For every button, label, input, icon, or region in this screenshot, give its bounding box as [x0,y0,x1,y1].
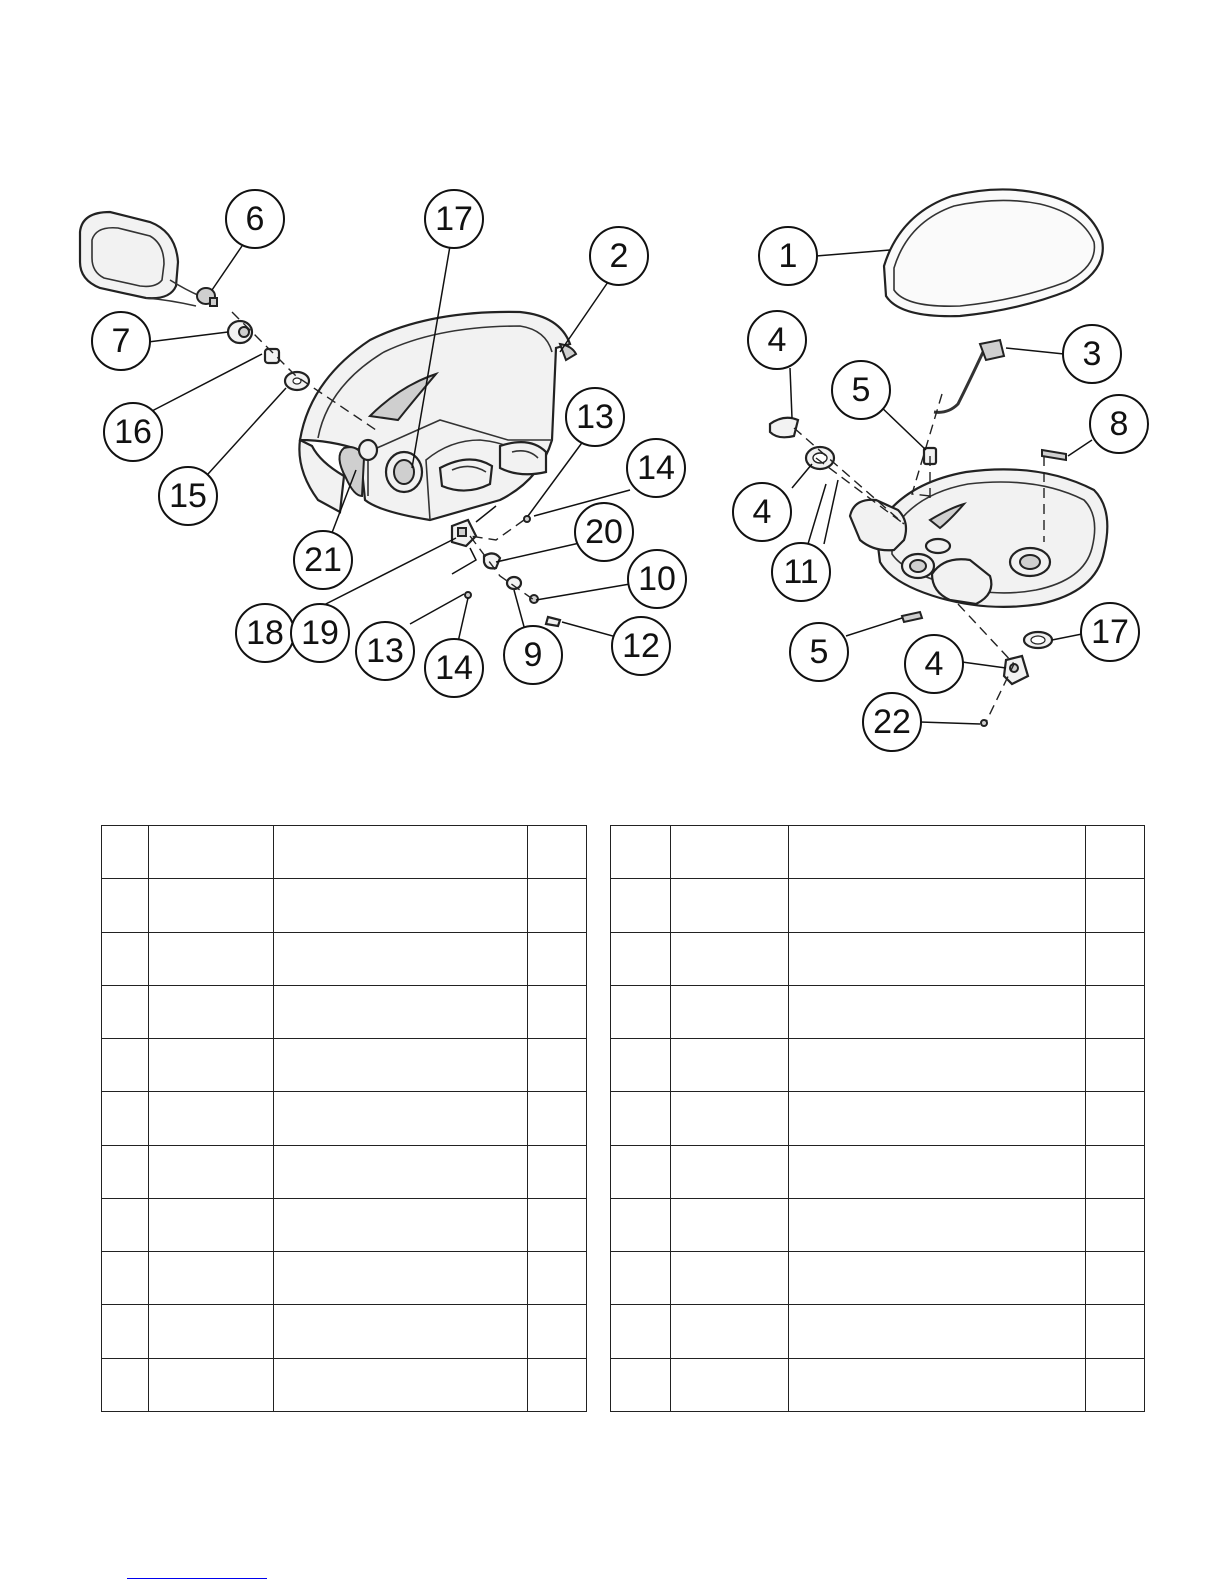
table-cell [1086,879,1145,932]
callout-21 [294,531,352,589]
table-row [102,1358,587,1411]
table-cell [611,1092,671,1145]
table-cell [528,1039,587,1092]
table-cell [788,932,1085,985]
callout-label: 19 [301,614,339,652]
table-row [102,1252,587,1305]
callout-label: 17 [1091,613,1129,651]
table-cell [273,1092,527,1145]
callout-label: 2 [609,237,629,275]
table-cell [611,1145,671,1198]
table-cell [528,985,587,1038]
table-row [102,879,587,932]
table-row [102,1305,587,1358]
table-cell [102,1092,149,1145]
callout-label: 15 [169,477,207,515]
callout-14 [627,439,685,497]
table-cell [148,1305,273,1358]
table-cell [148,1039,273,1092]
table-cell [788,1092,1085,1145]
callout-17 [425,190,483,248]
table-cell [611,879,671,932]
callout-20 [575,503,633,561]
table-cell [102,1252,149,1305]
callout-16 [104,403,162,461]
callout-label: 14 [435,649,473,687]
callout-13b [356,622,414,680]
callout-label: 11 [783,553,819,591]
callout-label: 7 [111,322,131,360]
callout-label: 18 [246,614,284,652]
callout-9 [504,626,562,684]
cover-gasket-part [884,189,1103,316]
table-row [102,932,587,985]
parts-table-left [101,825,587,1412]
table-row [611,1198,1145,1251]
table-cell [102,1198,149,1251]
table-row [611,1039,1145,1092]
table-cell [670,826,788,879]
table-cell [611,1252,671,1305]
table-cell [1086,985,1145,1038]
table-cell [1086,1252,1145,1305]
left-exploded-view [80,190,686,697]
table-cell [788,1305,1085,1358]
table-cell [148,1198,273,1251]
table-cell [273,1145,527,1198]
callout-22 [863,693,921,751]
table-row [611,1092,1145,1145]
callout-label: 4 [767,321,787,359]
table-cell [788,1252,1085,1305]
table-cell [670,1358,788,1411]
table-cell [1086,1092,1145,1145]
callout-4b [733,483,791,541]
callout-14b [425,639,483,697]
table-cell [611,826,671,879]
table-cell [528,879,587,932]
callout-10 [628,550,686,608]
table-cell [528,1198,587,1251]
table-cell [670,1145,788,1198]
table-cell [528,1092,587,1145]
callout-11 [772,543,830,601]
table-cell [788,826,1085,879]
table-cell [148,985,273,1038]
hose-part [934,340,1004,412]
table-cell [528,1305,587,1358]
callout-label: 13 [366,632,404,670]
table-cell [273,879,527,932]
footer-link[interactable] [127,1578,267,1579]
callout-label: 5 [851,371,871,409]
table-cell [670,932,788,985]
table-row [102,1145,587,1198]
table-cell [148,932,273,985]
table-cell [102,826,149,879]
table-cell [102,879,149,932]
callout-6 [226,190,284,248]
callout-label: 16 [114,413,152,451]
table-cell [148,1358,273,1411]
table-cell [528,1358,587,1411]
callout-label: 13 [576,398,614,436]
callout-18 [236,604,294,662]
main-basin-body [299,312,576,520]
table-cell [611,932,671,985]
table-cell [1086,932,1145,985]
table-cell [670,1252,788,1305]
table-cell [1086,1198,1145,1251]
table-cell [273,826,527,879]
table-row [611,879,1145,932]
table-cell [273,932,527,985]
table-cell [528,932,587,985]
table-cell [102,1305,149,1358]
table-cell [1086,826,1145,879]
callout-label: 12 [622,627,660,665]
table-cell [148,1092,273,1145]
callout-label: 21 [304,541,342,579]
assembled-basin [850,469,1107,607]
table-cell [148,1145,273,1198]
table-cell [611,985,671,1038]
table-cell [1086,1039,1145,1092]
table-cell [788,985,1085,1038]
callout-label: 4 [924,645,944,683]
callout-label: 20 [585,513,623,551]
table-cell [670,1198,788,1251]
table-cell [611,1039,671,1092]
table-row [611,932,1145,985]
callout-label: 22 [873,703,911,741]
callout-15 [159,467,217,525]
callout-19 [291,604,349,662]
table-cell [611,1198,671,1251]
table-row [102,1039,587,1092]
table-row [611,1358,1145,1411]
table-cell [1086,1145,1145,1198]
table-cell [148,1252,273,1305]
table-cell [670,1092,788,1145]
table-cell [273,1358,527,1411]
table-row [102,1092,587,1145]
table-row [102,985,587,1038]
table-cell [102,1039,149,1092]
table-cell [788,1039,1085,1092]
callout-label: 14 [637,449,675,487]
callout-label: 9 [523,636,543,674]
callout-label: 17 [435,200,473,238]
callout-17r [1081,603,1139,661]
callout-label: 1 [778,237,798,275]
table-row [102,1198,587,1251]
table-cell [670,1039,788,1092]
table-cell [102,932,149,985]
right-exploded-view [733,189,1148,751]
table-row [611,1252,1145,1305]
table-cell [1086,1358,1145,1411]
callout-1 [759,227,817,285]
callout-3 [1063,325,1121,383]
table-row [611,1145,1145,1198]
callout-label: 5 [809,633,829,671]
table-cell [102,1358,149,1411]
table-cell [102,1145,149,1198]
table-cell [528,826,587,879]
table-cell [788,1358,1085,1411]
table-cell [788,879,1085,932]
table-row [611,985,1145,1038]
callout-5a [832,361,890,419]
table-cell [273,1252,527,1305]
table-cell [788,1145,1085,1198]
callout-4c [905,635,963,693]
callout-8 [1090,395,1148,453]
callout-4a [748,311,806,369]
table-cell [611,1358,671,1411]
handle-pad-part [80,212,217,306]
callout-label: 8 [1109,405,1129,443]
callout-5b [790,623,848,681]
table-cell [273,1039,527,1092]
callout-12 [612,617,670,675]
table-row [102,826,587,879]
callout-label: 10 [638,560,676,598]
table-row [611,1305,1145,1358]
table-cell [788,1198,1085,1251]
table-cell [528,1252,587,1305]
table-cell [102,985,149,1038]
table-cell [670,879,788,932]
callout-2 [590,227,648,285]
table-cell [670,985,788,1038]
callout-7 [92,312,150,370]
table-cell [273,1198,527,1251]
table-cell [148,879,273,932]
callout-13 [566,388,624,446]
table-cell [148,826,273,879]
table-row [611,826,1145,879]
parts-table-left-body [102,826,587,1412]
table-cell [528,1145,587,1198]
table-cell [273,985,527,1038]
table-cell [1086,1305,1145,1358]
parts-table-right-body [611,826,1145,1412]
table-cell [670,1305,788,1358]
callout-label: 3 [1082,335,1102,373]
small-parts-left [228,321,309,390]
callout-label: 6 [245,200,265,238]
parts-table-right [610,825,1145,1412]
table-cell [611,1305,671,1358]
table-cell [273,1305,527,1358]
callout-label: 4 [752,493,772,531]
